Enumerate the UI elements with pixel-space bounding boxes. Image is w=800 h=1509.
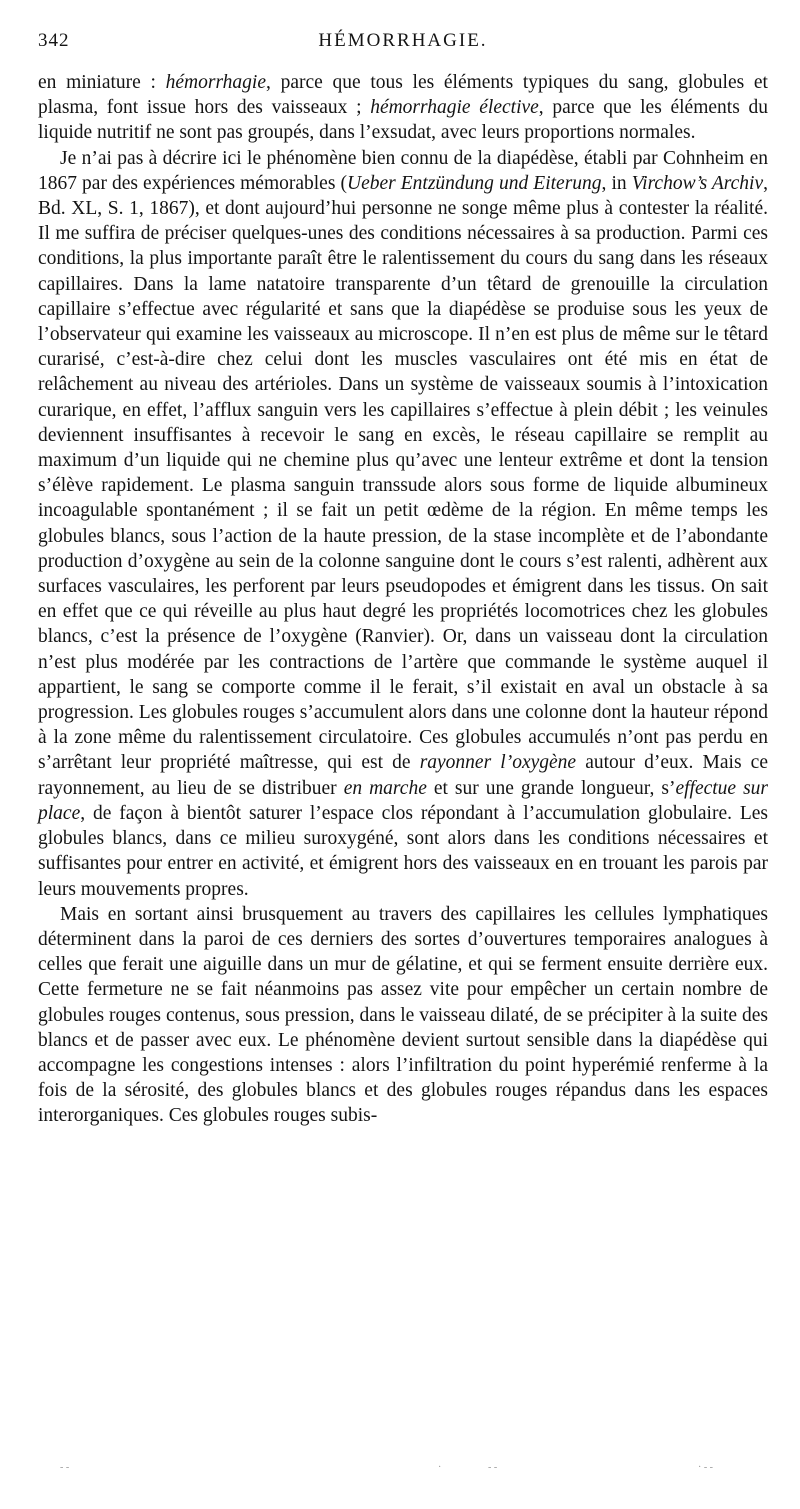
paragraph-3 xyxy=(38,902,768,1129)
text-run: , Bd. XL, S. 1, 1867), et dont aujourd’hui personne ne songe même plus à contester la réalité. Il me suffira de préciser quelques-unes des conditions nécessaires à sa production. Parmi ces conditions, la plus importante paraît être le ralentissement du cours du sang dans les réseaux capillaires. Dans la lame natatoire transparente d’un têtard de grenouille la circulation capillaire s’effectue avec régularité et sans que la diapédèse se produise sous les yeux de l’observateur qui examine les vaisseaux au microscope. Il n’en est plus de même sur le têtard curarisé, c’est-à-dire chez celui dont les muscles vasculaires ont été mis en état de relâchement au niveau des artérioles. Dans un système de vaisseaux soumis à l’intoxication curarique, en effet, l’afflux sanguin vers les capillaires s’effectue à plein débit ; les veinules deviennent insuffisantes à recevoir le sang en excès, le réseau capillaire se remplit au maximum d’un liquide qui ne chemine plus qu’avec une lenteur extrême et dont la tension s’élève rapidement. Le plasma sanguin transsude alors sous forme de liquide albumineux incoagulable spontanément ; il se fait un petit œdème de la région. En même temps les globules blancs, sous l’action de la haute pression, de la stase incomplète et de l’abondante production d’oxygène au sein de la colonne sanguine dont le cours s’est ralenti, adhèrent aux surfaces vasculaires, les perforent par leurs pseudopodes et émigrent dans les tissus. On sait en effet que ce qui réveille au plus haut degré les propriétés locomotrices chez les globules blancs, c’est la présence de l’oxygène (Ranvier). Or, dans un vaisseau dont la circulation n’est plus modérée par les contractions de l’artère que commande le système auquel il appartient, le sang se comporte comme il le ferait, s’il existait en aval un obstacle à sa progression. Les globules rouges s’accumulent alors dans une colonne dont la hauteur répond à la zone même du ralentissement circulatoire. Ces globules accumulés n’ont pas perdu en s’arrêtant leur propriété maîtresse, qui est de xyxy=(38,172,768,774)
scan-mark: ‐ ‐ xyxy=(488,1462,498,1473)
italic-text: Virchow’s Archiv xyxy=(631,172,764,194)
page-number: 342 xyxy=(38,30,70,51)
paragraph-1 xyxy=(38,70,768,146)
italic-text: Ueber Entzündung und Eiterung xyxy=(346,172,602,194)
italic-text: effectue sur place xyxy=(38,777,769,824)
body-text xyxy=(38,70,768,1129)
italic-text: rayonner l’oxygène xyxy=(419,752,577,774)
paragraph-2 xyxy=(38,146,768,902)
italic-text: en marche xyxy=(343,777,427,799)
italic-text: hémorrhagie xyxy=(165,72,267,93)
text-run: Je n’ai pas à décrire ici le phénomène bien connu de la diapédèse, établi par Cohnheim en 1867 par des expériences mémorables ( xyxy=(38,147,768,194)
text-run: , parce que tous les éléments typiques du sang, globules et plasma, font issue hors des vaisseaux ; xyxy=(38,72,768,119)
text-run: , de façon à bientôt saturer l’espace clos répondant à l’accumulation globulaire. Les globules blancs, dans ce milieu suroxygéné, sont alors dans les conditions nécessaires et suffisantes pour entrer en activité, et émigrent hors des vaisseaux en en trouant les parois par leurs mouvements propres. xyxy=(38,802,768,900)
text-run: en miniature : xyxy=(38,72,166,93)
scan-mark: ‐ ‐ xyxy=(60,1462,70,1473)
page-header xyxy=(38,30,768,58)
text-run: , in xyxy=(601,172,632,194)
page xyxy=(38,30,768,1129)
text-run: , parce que les éléments du liquide nutritif ne sont pas groupés, dans l’exsudat, avec leurs proportions normales. xyxy=(38,97,768,144)
scan-mark: · ‐ ‐ xyxy=(698,1462,713,1473)
italic-text: hémorrhagie élective xyxy=(370,97,539,119)
running-title: HÉMORRHAGIE. xyxy=(318,30,488,51)
scan-mark: · xyxy=(438,1462,442,1473)
footer-scan-marks xyxy=(38,1462,768,1474)
text-run: Mais en sortant ainsi brusquement au travers des capillaires les cellules lymphatiques déterminent dans la paroi de ces derniers des sortes d’ouvertures temporaires analogues à celles que ferait une aiguille dans un mur de gélatine, et qui se ferment ensuite derrière eux. Cette fermeture ne se fait néanmoins pas assez vite pour empêcher un certain nombre de globules rouges contenus, sous pression, dans le vaisseau dilaté, de se précipiter à la suite des blancs et de passer avec eux. Le phénomène devient surtout sensible dans la diapédèse qui accompagne les congestions intenses : alors l’infiltration du point hyperémié renferme à la fois de la sérosité, des globules blancs et des globules rouges répandus dans les espaces interorganiques. Ces globules rouges subis- xyxy=(38,903,768,1127)
text-run: autour d’eux. Mais ce rayonnement, au lieu de se distribuer xyxy=(38,752,768,799)
text-run: et sur une grande longueur, s’ xyxy=(426,777,676,799)
